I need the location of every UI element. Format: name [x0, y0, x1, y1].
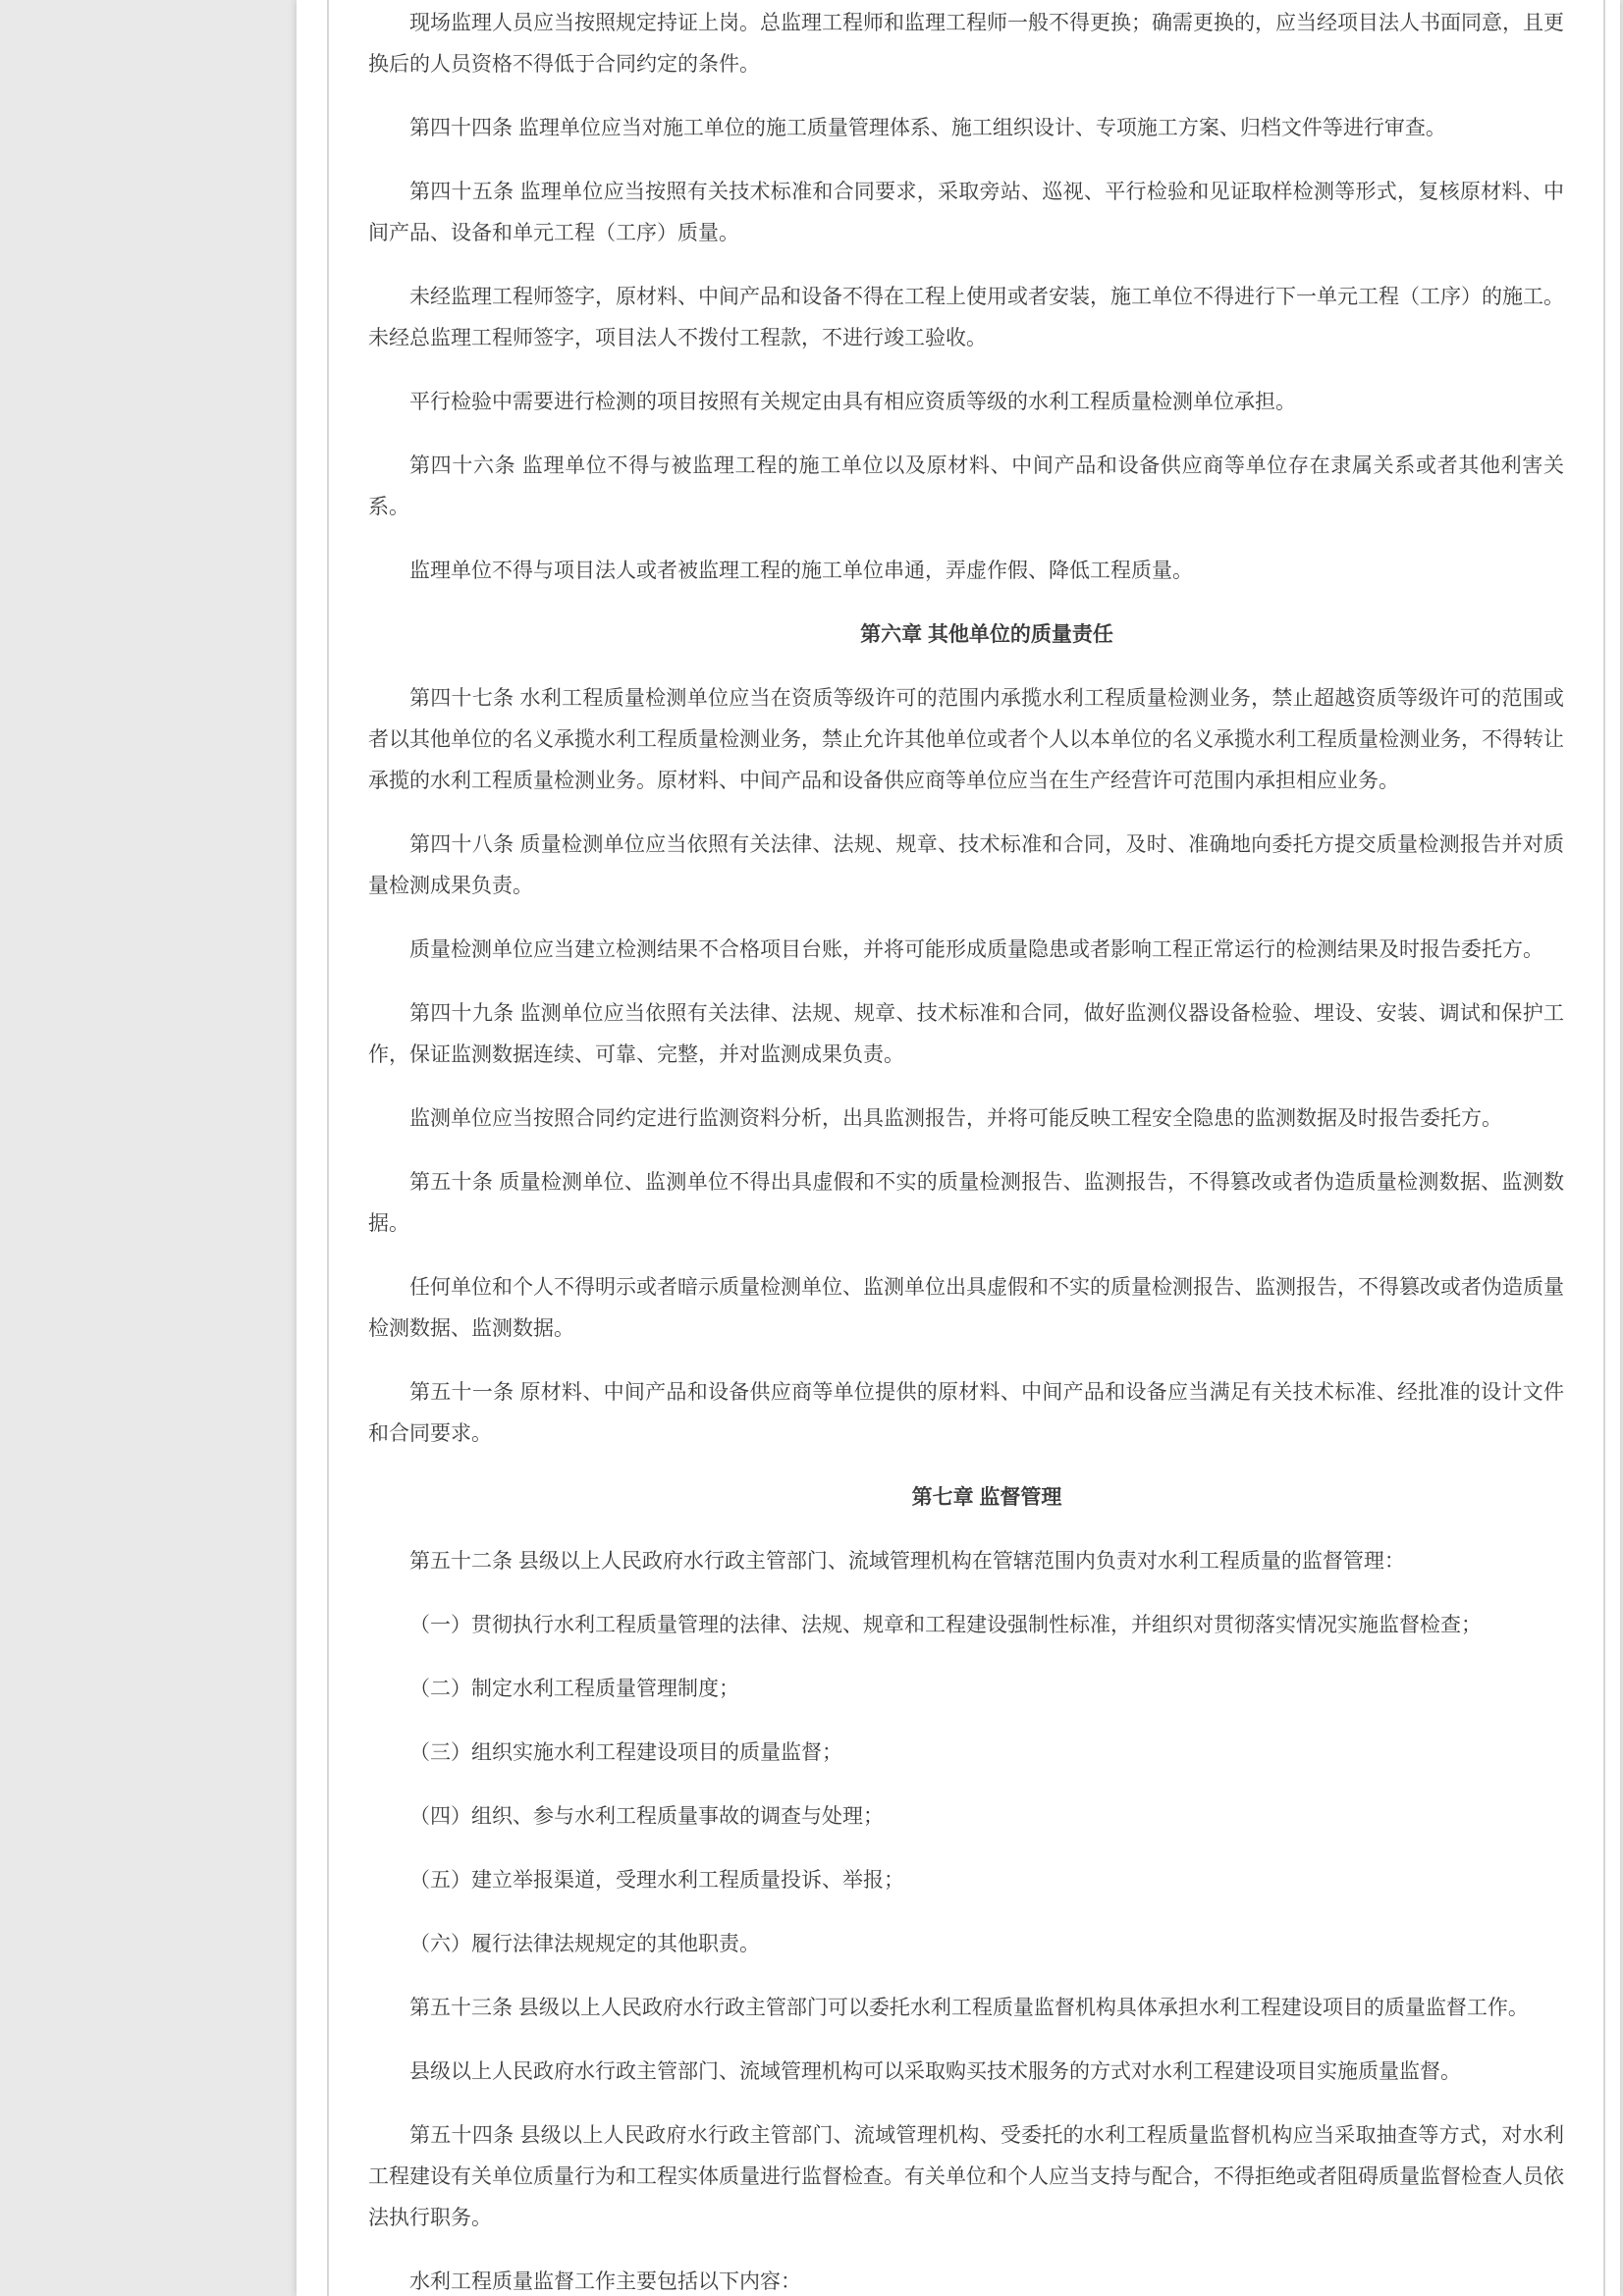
- paragraph-2: 第四十四条 监理单位应当对施工单位的施工质量管理体系、施工组织设计、专项施工方案、归档文件等进行审查。: [409, 117, 1446, 139]
- paragraph-4: 未经监理工程师签字，原材料、中间产品和设备不得在工程上使用或者安装，施工单位不得进行下一单元工程（工序）的施工。未经总监理工程师签字，项目法人不拨付工程款，不进行竣工验收。: [368, 286, 1564, 349]
- paragraph-16: 第五十一条 原材料、中间产品和设备供应商等单位提供的原材料、中间产品和设备应当满足有关技术标准、经批准的设计文件和合同要求。: [368, 1381, 1564, 1445]
- document-body: [368, 3, 1564, 2296]
- paragraph-3: 第四十五条 监理单位应当按照有关技术标准和合同要求，采取旁站、巡视、平行检验和见证取样检测等形式，复核原材料、中间产品、设备和单元工程（工序）质量。: [368, 181, 1564, 244]
- paragraph-11: 质量检测单位应当建立检测结果不合格项目台账，并将可能形成质量隐患或者影响工程正常运行的检测结果及时报告委托方。: [409, 938, 1543, 961]
- paragraph-10: 第四十八条 质量检测单位应当依照有关法律、法规、规章、技术标准和合同，及时、准确地向委托方提交质量检测报告并对质量检测成果负责。: [368, 833, 1564, 897]
- paragraph-19: （一）贯彻执行水利工程质量管理的法律、法规、规章和工程建设强制性标准，并组织对贯彻落实情况实施监督检查；: [409, 1614, 1482, 1636]
- paragraph-12: 第四十九条 监测单位应当依照有关法律、法规、规章、技术标准和合同，做好监测仪器设备检验、埋设、安装、调试和保护工作，保证监测数据连续、可靠、完整，并对监测成果负责。: [368, 1002, 1564, 1066]
- paragraph-7: 监理单位不得与项目法人或者被监理工程的施工单位串通，弄虚作假、降低工程质量。: [409, 560, 1193, 582]
- paragraph-21: （三）组织实施水利工程建设项目的质量监督；: [409, 1741, 842, 1764]
- paragraph-15: 任何单位和个人不得明示或者暗示质量检测单位、监测单位出具虚假和不实的质量检测报告、监测报告，不得篡改或者伪造质量检测数据、监测数据。: [368, 1276, 1564, 1340]
- paragraph-20: （二）制定水利工程质量管理制度；: [409, 1678, 739, 1700]
- paragraph-1: 现场监理人员应当按照规定持证上岗。总监理工程师和监理工程师一般不得更换；确需更换的，应当经项目法人书面同意，且更换后的人员资格不得低于合同约定的条件。: [368, 12, 1564, 76]
- paragraph-6: 第四十六条 监理单位不得与被监理工程的施工单位以及原材料、中间产品和设备供应商等单位存在隶属关系或者其他利害关系。: [368, 454, 1564, 518]
- paragraph-9: 第四十七条 水利工程质量检测单位应当在资质等级许可的范围内承揽水利工程质量检测业务，禁止超越资质等级许可的范围或者以其他单位的名义承揽水利工程质量检测业务，禁止允许其他单位或者个人以本单位的名义承揽水利工程质量检测业务，不得转让承揽的水利工程质量检测业务。原材料、中间产品和设备供应商等单位应当在生产经营许可范围内承担相应业务。: [368, 687, 1564, 792]
- paragraph-13: 监测单位应当按照合同约定进行监测资料分析，出具监测报告，并将可能反映工程安全隐患的监测数据及时报告委托方。: [409, 1107, 1502, 1130]
- chapter-heading: 第六章 其他单位的质量责任: [860, 623, 1113, 646]
- paragraph-28: 水利工程质量监督工作主要包括以下内容：: [409, 2270, 801, 2293]
- paragraph-26: 县级以上人民政府水行政主管部门、流域管理机构可以采取购买技术服务的方式对水利工程建设项目实施质量监督。: [409, 2060, 1461, 2083]
- article-page: [297, 0, 1620, 2296]
- paragraph-22: （四）组织、参与水利工程质量事故的调查与处理；: [409, 1805, 884, 1828]
- paragraph-5: 平行检验中需要进行检测的项目按照有关规定由具有相应资质等级的水利工程质量检测单位承担。: [409, 391, 1296, 413]
- paragraph-24: （六）履行法律法规规定的其他职责。: [409, 1933, 760, 1955]
- chapter-heading: 第七章 监督管理: [911, 1486, 1062, 1509]
- paragraph-14: 第五十条 质量检测单位、监测单位不得出具虚假和不实的质量检测报告、监测报告，不得篡改或者伪造质量检测数据、监测数据。: [368, 1171, 1564, 1235]
- paragraph-18: 第五十二条 县级以上人民政府水行政主管部门、流域管理机构在管辖范围内负责对水利工程质量的监督管理：: [409, 1550, 1405, 1573]
- paragraph-23: （五）建立举报渠道，受理水利工程质量投诉、举报；: [409, 1869, 904, 1892]
- article-container: [327, 0, 1605, 2296]
- paragraph-25: 第五十三条 县级以上人民政府水行政主管部门可以委托水利工程质量监督机构具体承担水利工程建设项目的质量监督工作。: [409, 1997, 1529, 2019]
- paragraph-27: 第五十四条 县级以上人民政府水行政主管部门、流域管理机构、受委托的水利工程质量监督机构应当采取抽查等方式，对水利工程建设有关单位质量行为和工程实体质量进行监督检查。有关单位和个人应当支持与配合，不得拒绝或者阻碍质量监督检查人员依法执行职务。: [368, 2124, 1564, 2229]
